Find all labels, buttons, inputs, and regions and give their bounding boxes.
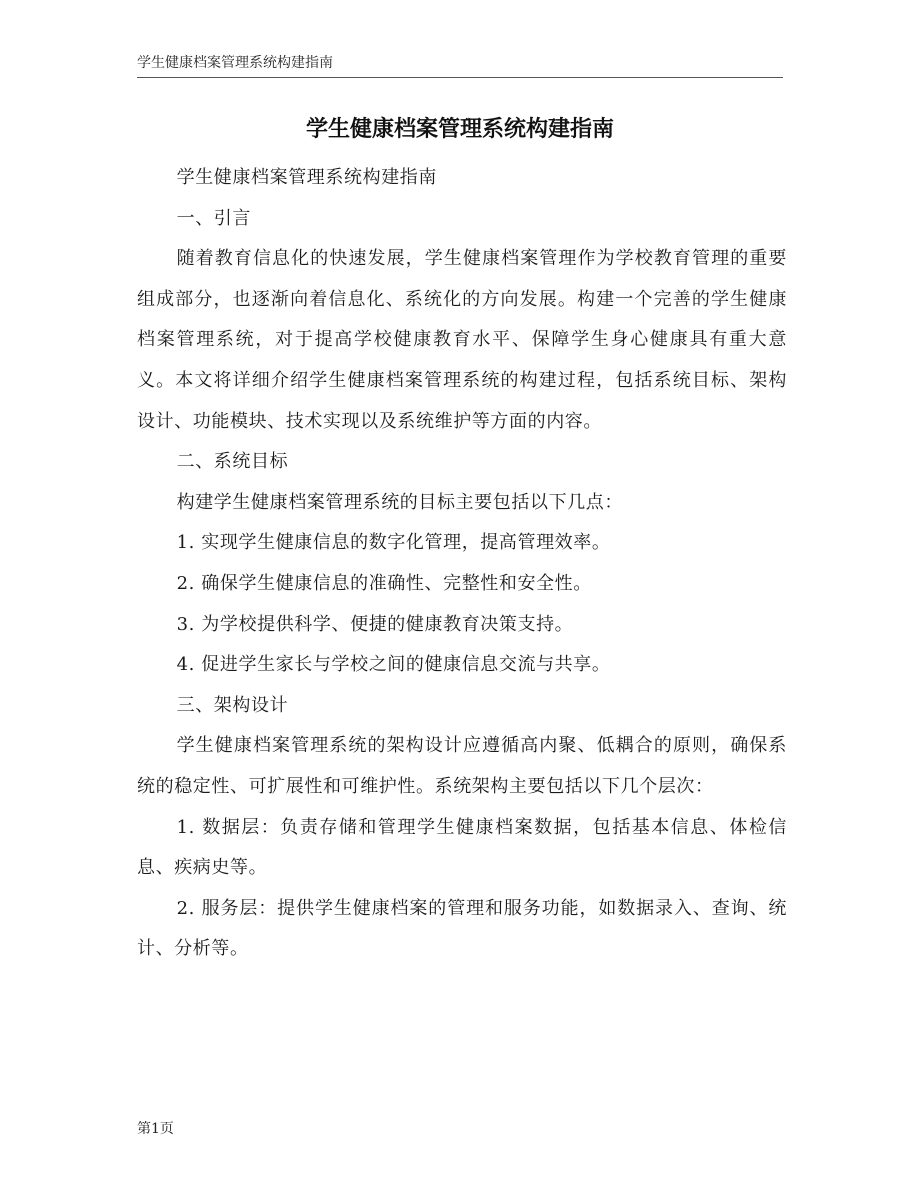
list-item-goal-4: 4. 促进学生家长与学校之间的健康信息交流与共享。: [176, 654, 611, 676]
paragraph-subtitle: 学生健康档案管理系统构建指南: [176, 167, 437, 188]
list-item-service-layer: 2. 服务层：提供学生健康档案的管理和服务功能，如数据录入、查询、统计、分析等。: [137, 897, 787, 960]
section-heading-system-goals: 二、系统目标: [176, 451, 289, 473]
section-heading-introduction: 一、引言: [176, 207, 251, 229]
list-item-goal-2: 2. 确保学生健康信息的准确性、完整性和安全性。: [176, 572, 592, 594]
document-body: [137, 158, 787, 970]
document-title: 学生健康档案管理系统构建指南: [305, 117, 614, 142]
list-item-goal-1: 1. 实现学生健康信息的数字化管理，提高管理效率。: [176, 532, 611, 554]
page-number: 第1页: [137, 1121, 174, 1137]
list-item-goal-3: 3. 为学校提供科学、便捷的健康教育决策支持。: [176, 613, 574, 635]
paragraph-architecture: 学生健康档案管理系统的架构设计应遵循高内聚、低耦合的原则，确保系统的稳定性、可扩展性和可维护性。系统架构主要包括以下几个层次：: [137, 735, 787, 797]
paragraph-goals-intro: 构建学生健康档案管理系统的目标主要包括以下几点：: [176, 491, 623, 513]
list-item-data-layer: 1. 数据层：负责存储和管理学生健康档案数据，包括基本信息、体检信息、疾病史等。: [137, 816, 787, 879]
running-header: 学生健康档案管理系统构建指南: [137, 52, 783, 78]
paragraph-introduction: 随着教育信息化的快速发展，学生健康档案管理作为学校教育管理的重要组成部分，也逐渐向着信息化、系统化的方向发展。构建一个完善的学生健康档案管理系统，对于提高学校健康教育水平、保障学生身心健康具有重大意义。本文将详细介绍学生健康档案管理系统的构建过程，包括系统目标、架构设计、功能模块、技术实现以及系统维护等方面的内容。: [137, 248, 787, 432]
section-heading-architecture: 三、架构设计: [176, 694, 289, 716]
